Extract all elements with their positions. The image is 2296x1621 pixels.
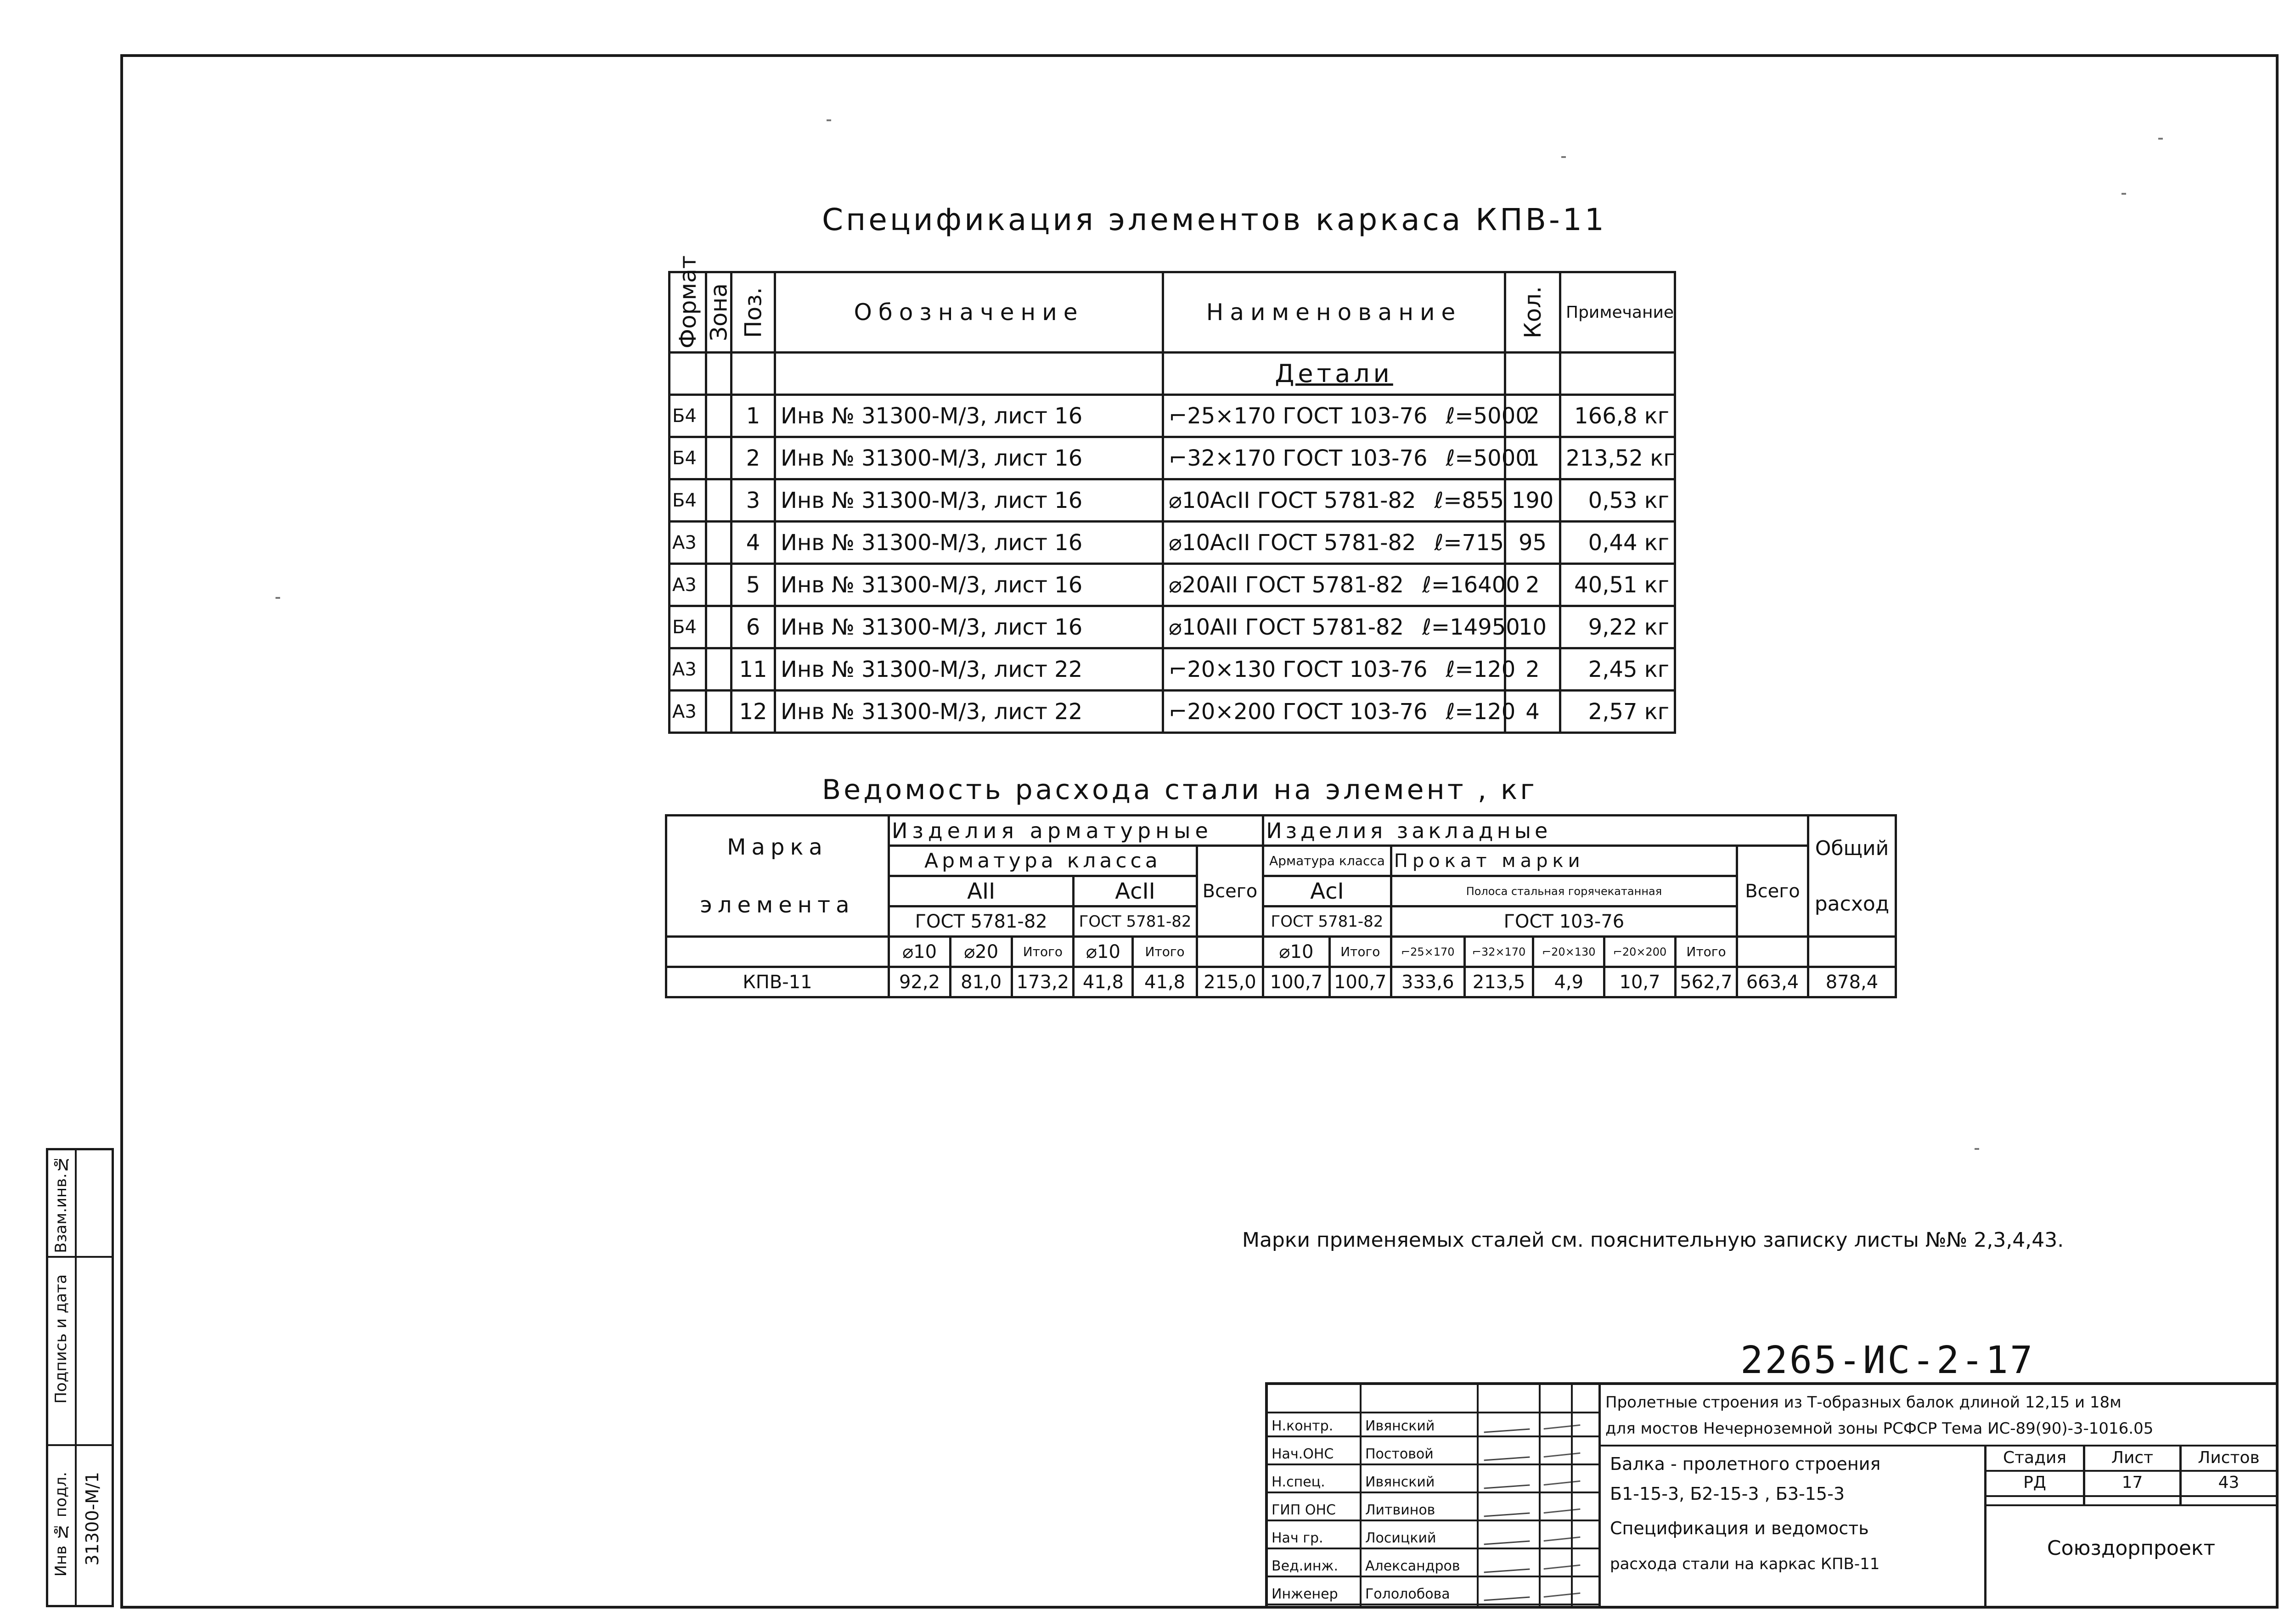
spec-cell-name-text: ⌐20×200 ГОСТ 103-76 [1169,698,1428,725]
steel-data-row [666,967,1896,997]
spec-cell-designation: Инв № 31300-М/3, лист 16 [775,606,1163,648]
spec-cell-note: 166,8 кг [1560,395,1675,437]
spec-row [670,564,1675,606]
steel-sub-d10: ⌀10 [889,937,951,967]
spec-row [670,606,1675,648]
title-block-people [1268,1385,1598,1606]
date-mark [1543,1532,1581,1542]
steel-sub-p2: ⌐32×170 [1464,937,1533,967]
steel-row-value: 215,0 [1197,967,1263,997]
steel-row-value: 663,4 [1737,967,1808,997]
spec-cell-pos: 1 [732,395,775,437]
spec-header-qty: Кол. [1505,272,1560,353]
spec-cell-name-text: ⌀10АII ГОСТ 5781-82 [1169,614,1404,640]
signature-mark [1484,1422,1530,1433]
steel-header-strip: Полоса стальная горячекатанная [1391,876,1737,906]
steel-row-value: 100,7 [1329,967,1391,997]
spec-cell-format: А3 [670,564,706,606]
steel-grades-note: Марки применяемых сталей см. пояснительную записку листы №№ 2,3,4,43. [1242,1228,2064,1252]
steel-row-value: 92,2 [889,967,951,997]
spec-cell-designation: Инв № 31300-М/3, лист 16 [775,437,1163,479]
spec-row [670,395,1675,437]
spec-cell-pos: 5 [732,564,775,606]
side-sign-label: Подпись и дата [52,1274,70,1404]
spec-cell-name [1163,437,1530,479]
steel-sub-p3: ⌐20×130 [1533,937,1604,967]
person-role: Н.контр. [1272,1418,1334,1434]
person-name: Гололобова [1365,1586,1450,1602]
spec-cell-name-text: ⌀20АII ГОСТ 5781-82 [1169,572,1404,598]
signature-mark [1484,1478,1530,1489]
steel-header-mark [666,816,889,937]
spec-cell-name [1163,522,1505,564]
steel-row-value: 173,2 [1012,967,1074,997]
spec-section-label: Детали [1163,353,1505,395]
spec-cell-name [1163,564,1520,606]
spec-cell-qty: 2 [1505,395,1560,437]
spec-cell-note: 213,52 кг [1560,437,1675,479]
spec-cell-qty: 190 [1505,479,1560,522]
title-block-person-row [1268,1582,1598,1605]
spec-table [668,255,1676,734]
steel-header-gost-rolled: ГОСТ 103-76 [1391,906,1737,937]
date-mark [1543,1504,1581,1514]
doc-title-line4: расхода стали на каркас КПВ-11 [1610,1555,1880,1573]
spec-cell-length: ℓ=855 [1434,487,1504,513]
spec-cell-length: ℓ=5000 [1446,445,1530,471]
spec-cell-name [1163,648,1516,691]
stage-label: Стадия [2003,1448,2067,1467]
spec-cell-qty: 95 [1505,522,1560,564]
steel-header-a2: АII [889,876,1074,906]
title-block-person-row [1268,1525,1598,1549]
title-block [1265,1382,2279,1609]
spec-header-name: Наименование [1163,272,1505,353]
spec-cell-designation: Инв № 31300-М/3, лист 16 [775,564,1163,606]
spec-header-pos: Поз. [732,272,775,353]
spec-cell-length: ℓ=120 [1446,698,1516,725]
spec-body [670,395,1675,733]
spec-cell-format: Б4 [670,437,706,479]
spec-cell-qty: 10 [1505,606,1560,648]
spec-cell-name-text: ⌐25×170 ГОСТ 103-76 [1169,403,1428,429]
steel-sub-d20: ⌀20 [951,937,1012,967]
signature-mark [1484,1590,1530,1601]
steel-table [665,814,1897,998]
spec-header-zone: Зона [706,272,732,353]
scan-speck [2122,193,2126,195]
steel-sub-sumd: Итого [1675,937,1737,967]
person-role: Нач.ОНС [1272,1446,1334,1462]
title-block-person-row [1268,1413,1598,1437]
steel-row-value: 41,8 [1074,967,1133,997]
steel-header-total2: Всего [1737,846,1808,937]
spec-cell-note: 0,53 кг [1560,479,1675,522]
spec-cell-pos: 12 [732,691,775,733]
steel-header-gost-a1: ГОСТ 5781-82 [1263,906,1391,937]
signature-mark [1484,1506,1530,1517]
spec-cell-format: А3 [670,648,706,691]
spec-cell-format: Б4 [670,479,706,522]
steel-header-embedded-items: Изделия закладные [1263,816,1808,846]
spec-cell-format: Б4 [670,606,706,648]
project-title-line2: для мостов Нечерноземной зоны РСФСР Тема ИС-89(90)-3-1016.05 [1605,1419,2154,1438]
side-replace-label: Взам.инв.№ [52,1155,70,1253]
steel-sub-sumb: Итого [1133,937,1197,967]
spec-cell-length: ℓ=14950 [1422,614,1520,640]
person-role: Нач гр. [1272,1530,1323,1546]
steel-sub-sumc: Итого [1329,937,1391,967]
spec-cell-note: 2,45 кг [1560,648,1675,691]
spec-cell-format: Б4 [670,395,706,437]
scan-speck [1561,156,1566,158]
person-name: Ивянский [1365,1474,1435,1490]
spec-cell-length: ℓ=120 [1446,656,1516,682]
date-mark [1543,1588,1581,1598]
doc-title-line2: Б1-15-3, Б2-15-3 , Б3-15-3 [1610,1484,1845,1504]
sheet-label: Лист [2111,1448,2154,1467]
spec-row [670,522,1675,564]
spec-header-format: Формат [670,272,706,353]
steel-header-gost-ac2: ГОСТ 5781-82 [1074,906,1197,937]
sheets-label: Листов [2198,1448,2260,1467]
title-block-person-row [1268,1553,1598,1577]
spec-cell-qty: 2 [1505,564,1560,606]
spec-header-designation: Обозначение [775,272,1163,353]
spec-row [670,691,1675,733]
steel-row-value: 41,8 [1133,967,1197,997]
steel-sub-sum: Итого [1012,937,1074,967]
spec-cell-pos: 6 [732,606,775,648]
scan-speck [2158,138,2163,140]
spec-cell-designation: Инв № 31300-М/3, лист 16 [775,522,1163,564]
steel-row-value: 10,7 [1604,967,1676,997]
spec-cell-note: 9,22 кг [1560,606,1675,648]
person-name: Литвинов [1365,1502,1435,1518]
side-inv-value: 31300-М/1 [82,1472,102,1566]
spec-cell-name-text: ⌀10АсII ГОСТ 5781-82 [1169,487,1416,513]
date-mark [1543,1420,1581,1430]
stage-value: РД [2023,1473,2046,1492]
steel-title: Ведомость расхода стали на элемент , кг [822,774,1537,806]
steel-row-value: 213,5 [1464,967,1533,997]
sheet-value: 17 [2122,1473,2143,1492]
doc-title-line3: Спецификация и ведомость [1610,1518,1869,1538]
project-title-line1: Пролетные строения из Т-образных балок длиной 12,15 и 18м [1605,1393,2122,1412]
spec-cell-note: 40,51 кг [1560,564,1675,606]
spec-section-row [670,353,1675,395]
steel-row-value: 81,0 [951,967,1012,997]
person-name: Лосицкий [1365,1530,1436,1546]
signature-mark [1484,1534,1530,1545]
scan-speck [276,597,280,599]
spec-row [670,648,1675,691]
steel-row-value: 562,7 [1675,967,1737,997]
spec-cell-length: ℓ=715 [1434,529,1504,556]
date-mark [1543,1448,1581,1458]
spec-cell-length: ℓ=16400 [1422,572,1520,598]
spec-header-note: Примечание [1560,272,1675,353]
spec-header-row [670,272,1675,353]
spec-cell-designation: Инв № 31300-М/3, лист 22 [775,691,1163,733]
spec-cell-format: А3 [670,522,706,564]
scan-speck [1975,1148,1979,1150]
spec-cell-pos: 2 [732,437,775,479]
steel-row-value: 878,4 [1808,967,1896,997]
steel-sub-p1: ⌐25×170 [1391,937,1464,967]
steel-header-rolled: Прокат марки [1391,846,1737,876]
doc-title-line1: Балка - пролетного строения [1610,1454,1881,1474]
spec-cell-name [1163,691,1516,733]
spec-cell-note: 0,44 кг [1560,522,1675,564]
steel-row-value: 333,6 [1391,967,1464,997]
scan-speck [827,119,831,121]
spec-cell-format: А3 [670,691,706,733]
spec-cell-pos: 3 [732,479,775,522]
steel-header-gost-a2: ГОСТ 5781-82 [889,906,1074,937]
spec-title: Спецификация элементов каркаса КПВ-11 [822,202,1607,237]
steel-header-general-line2: расход [1814,892,1890,916]
steel-header-a1: АсI [1263,876,1391,906]
steel-header-mark-line2: элемента [700,892,855,918]
steel-row-mark: КПВ-11 [666,967,889,997]
spec-cell-name-text: ⌐32×170 ГОСТ 103-76 [1169,445,1428,471]
spec-cell-pos: 4 [732,522,775,564]
steel-header-rebar-class-emb: Арматура класса [1263,846,1391,876]
spec-cell-pos: 11 [732,648,775,691]
steel-header-rebar-class: Арматура класса [889,846,1197,876]
spec-cell-designation: Инв № 31300-М/3, лист 16 [775,479,1163,522]
steel-sub-d10c: ⌀10 [1263,937,1329,967]
person-role: Н.спец. [1272,1474,1325,1490]
steel-sub-d10b: ⌀10 [1074,937,1133,967]
drawing-code: 2265-ИС-2-17 [1740,1339,2035,1382]
spec-cell-qty: 1 [1505,437,1560,479]
spec-cell-designation: Инв № 31300-М/3, лист 16 [775,395,1163,437]
date-mark [1543,1560,1581,1570]
title-block-person-row [1268,1469,1598,1493]
spec-cell-name-text: ⌀10АсII ГОСТ 5781-82 [1169,529,1416,556]
organization: Союздорпроект [2047,1537,2216,1560]
spec-cell-length: ℓ=5000 [1446,403,1530,429]
spec-cell-designation: Инв № 31300-М/3, лист 22 [775,648,1163,691]
side-stamp [46,1148,114,1607]
spec-cell-name [1163,606,1520,648]
title-block-person-row [1268,1497,1598,1521]
steel-header-rebar-items: Изделия арматурные [889,816,1263,846]
steel-row-value: 100,7 [1263,967,1329,997]
spec-cell-note: 2,57 кг [1560,691,1675,733]
signature-mark [1484,1562,1530,1573]
spec-cell-name [1163,479,1505,522]
person-role: Инженер [1272,1586,1338,1602]
steel-header-general [1808,816,1896,937]
spec-cell-name-text: ⌐20×130 ГОСТ 103-76 [1169,656,1428,682]
person-name: Александров [1365,1558,1460,1574]
person-name: Постовой [1365,1446,1434,1462]
steel-header-general-line1: Общий [1815,836,1889,860]
date-mark [1543,1476,1581,1486]
steel-header-total1: Всего [1197,846,1263,937]
person-role: ГИП ОНС [1272,1502,1336,1518]
side-inv-label: Инв № подл. [52,1472,70,1577]
spec-row [670,479,1675,522]
steel-header-mark-line1: Марка [727,834,828,860]
spec-cell-qty: 2 [1505,648,1560,691]
steel-header-ac2: АсII [1074,876,1197,906]
steel-row-value: 4,9 [1533,967,1604,997]
spec-row [670,437,1675,479]
signature-mark [1484,1450,1530,1461]
spec-cell-name [1163,395,1530,437]
steel-sub-p4: ⌐20×200 [1604,937,1676,967]
person-role: Вед.инж. [1272,1558,1338,1574]
sheets-value: 43 [2218,1473,2240,1492]
title-block-person-row [1268,1441,1598,1465]
spec-cell-qty: 4 [1505,691,1560,733]
person-name: Ивянский [1365,1418,1435,1434]
